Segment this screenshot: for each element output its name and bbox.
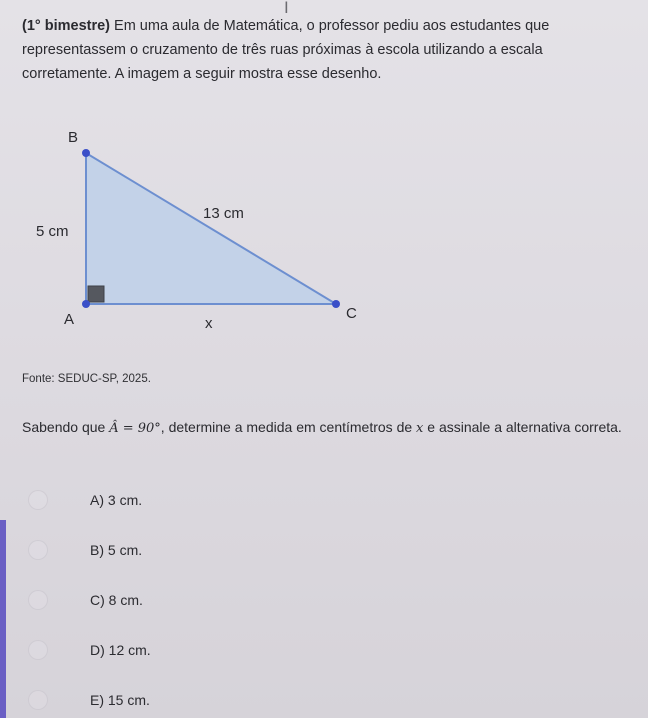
option-c[interactable] [28,583,143,617]
triangle-shape [86,153,336,304]
question-body: Em uma aula de Matemática, o professor pediu aos estudantes que representassem o cruzamento de três ruas próximas à escola utilizando a escala corretamente. A imagem a seguir mostra esse desenho. [22,18,550,82]
option-d-radio[interactable] [28,640,48,660]
statement-before: Sabendo que [22,419,110,435]
side-bc-label: 13 cm [203,205,244,222]
triangle-figure [0,118,400,348]
angle-math: Â = 90° [109,421,161,436]
vertex-a-dot [82,300,90,308]
side-ac-label: x [205,315,213,332]
left-accent-bar [0,520,6,718]
option-d-label: D) 12 cm. [90,642,151,658]
option-d[interactable] [28,633,151,667]
vertex-c-dot [332,300,340,308]
vertex-c-label: C [346,305,357,322]
vertex-b-dot [82,149,90,157]
statement-middle: , determine a medida em centímetros de [160,419,417,435]
option-e-label: E) 15 cm. [90,692,150,708]
option-b-radio[interactable] [28,540,48,560]
option-b[interactable] [28,533,142,567]
option-c-radio[interactable] [28,590,48,610]
variable-math: x [416,421,424,436]
source-caption: Fonte: SEDUC-SP, 2025. [22,373,151,385]
option-a[interactable] [28,483,142,517]
option-e[interactable] [28,683,150,717]
side-ab-label: 5 cm [36,223,69,240]
question-bimester-label: (1° bimestre) [22,18,110,34]
option-a-radio[interactable] [28,490,48,510]
statement-after: e assinale a alternativa correta. [423,419,622,435]
text-cursor-icon: I [284,0,289,17]
statement-text [22,416,634,440]
option-c-label: C) 8 cm. [90,592,143,608]
option-b-label: B) 5 cm. [90,542,143,558]
vertex-a-label: A [64,311,75,328]
right-angle-marker [88,286,104,302]
vertex-b-label: B [68,129,79,146]
question-text [22,14,630,86]
option-e-radio[interactable] [28,690,48,710]
option-a-label: A) 3 cm. [90,492,143,508]
